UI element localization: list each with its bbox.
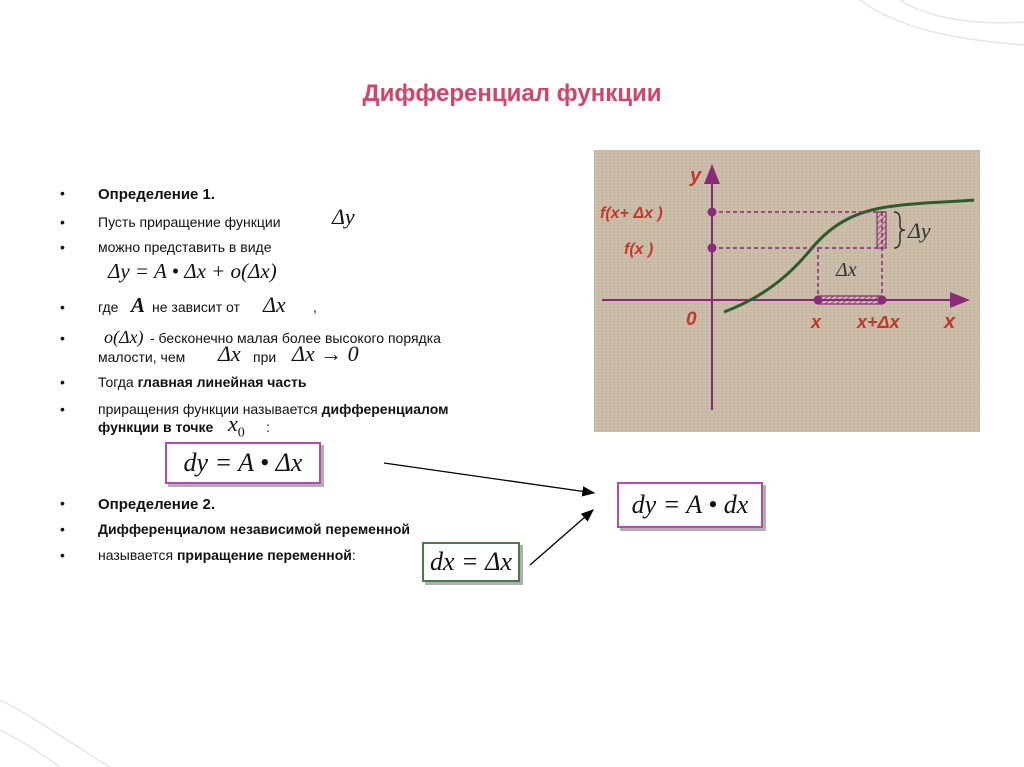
bullet-7-bold: дифференциалом: [321, 401, 449, 417]
bullet-dot: •: [60, 185, 65, 201]
delta-x-label: Δx: [836, 259, 857, 281]
differential-graph: [594, 150, 980, 432]
bullet-dot: •: [60, 374, 65, 390]
point-f-x-dx: [708, 208, 717, 217]
f-x-label: f(x ): [624, 241, 654, 258]
bullet-dot: •: [60, 401, 65, 417]
delta-y-brace: [894, 212, 905, 248]
slide-title: Дифференциал функции: [362, 80, 662, 107]
point-f-x: [708, 244, 717, 253]
bullet-6-pre: Тогда: [98, 374, 138, 390]
point-x-dx: [878, 296, 887, 305]
definition-2-heading: Определение 2.: [98, 496, 216, 513]
delta-x-symbol-2: Δx: [218, 341, 241, 366]
bullet-6-bold: главная линейная часть: [137, 374, 307, 390]
graph-panel: [594, 150, 980, 432]
bullet-dot: •: [60, 521, 65, 537]
delta-y-bar: [877, 212, 886, 248]
x-dx-point-label: x+Δx: [857, 312, 900, 332]
x-axis-label: x: [944, 311, 956, 333]
delta-y-symbol: Δy: [332, 204, 355, 229]
x0-base: x: [228, 411, 238, 436]
bullet-dot: •: [60, 239, 65, 255]
bullet-dot: •: [60, 547, 65, 563]
delta-y-label: Δy: [908, 218, 931, 243]
bullet-4-end: ,: [313, 299, 317, 315]
bullet-3-text: можно представить в виде: [98, 239, 272, 255]
bullet-10-pre: называется: [98, 547, 177, 563]
coefficient-A: A: [131, 293, 146, 317]
bullet-9-text: Дифференциалом независимой переменной: [98, 521, 411, 537]
little-o-symbol: o(Δx): [104, 327, 144, 347]
formula-box-dy-A-dx-final: dy = A • dx: [617, 482, 763, 528]
delta-x-bar: [818, 296, 882, 304]
bullet-5-text: - бесконечно малая более высокого порядка: [150, 330, 441, 346]
f-x-dx-label: f(x+ Δx ): [600, 205, 663, 222]
arrow-from-dx-formula: [530, 510, 593, 565]
x0-subscript: 0: [237, 425, 245, 441]
formula-increment: Δy = A • Δx + o(Δx): [108, 259, 277, 283]
bullet-10-colon: :: [351, 547, 356, 563]
limit-expression: Δx → 0: [292, 341, 359, 366]
bullet-7-colon: :: [266, 419, 270, 435]
bullet-7-pre: приращения функции называется: [98, 401, 322, 417]
definition-1-heading: Определение 1.: [98, 186, 216, 203]
bullet-dot: •: [60, 330, 65, 346]
bullet-10-bold: приращение переменной: [176, 547, 352, 563]
point-x: [814, 296, 823, 305]
bullet-5-pri: при: [253, 349, 277, 365]
bullet-7-line2-text: функции в точке: [98, 419, 214, 435]
formula-box-dy-A-dx: dy = A • Δx: [165, 442, 321, 484]
bullet-2-text: Пусть приращение функции: [98, 214, 281, 230]
x-point-label: x: [811, 312, 822, 332]
bullet-dot: •: [60, 495, 65, 511]
function-curve: [724, 200, 974, 312]
origin-label: 0: [686, 309, 697, 330]
bullet-dot: •: [60, 299, 65, 315]
bullet-4-pre: где: [98, 299, 119, 315]
bullet-5-line2: малости, чем: [98, 349, 186, 365]
arrow-to-final-formula: [384, 463, 594, 493]
delta-x-symbol: Δx: [263, 292, 286, 317]
bullet-4-mid: не зависит от: [152, 299, 240, 315]
y-axis-label: y: [690, 165, 702, 187]
bullet-dot: •: [60, 214, 65, 230]
formula-box-dx: dx = Δx: [422, 542, 520, 582]
